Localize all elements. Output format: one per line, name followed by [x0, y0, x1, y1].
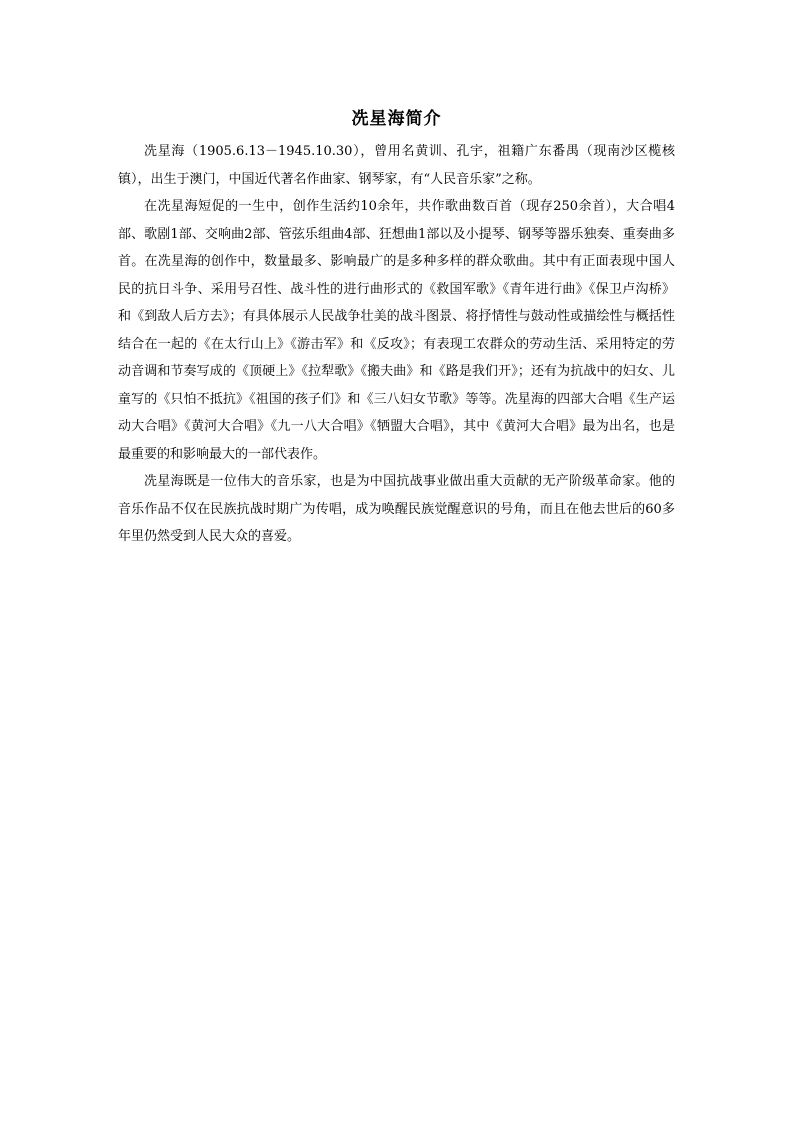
paragraph-works: 在冼星海短促的一生中，创作生活约10余年，共作歌曲数百首（现存250余首），大合唱4部、歌剧1部、交响曲2部、管弦乐组曲4部、狂想曲1部以及小提琴、钢琴等器乐独奏、重奏曲多首。在冼星海的创作中，数量最多、影响最广的是多种多样的群众歌曲。其中有正面表现中国人民的抗日斗争、采用号召性、战斗性的进行曲形式的《救国军歌》《青年进行曲》《保卫卢沟桥》和《到敌人后方去》；有具体展示人民战争壮美的战斗图景、将抒情性与鼓动性或描绘性与概括性结合在一起的《在太行山上》《游击军》和《反攻》；有表现工农群众的劳动生活、采用特定的劳动音调和节奏写成的《顶硬上》《拉犁歌》《搬夫曲》和《路是我们开》；还有为抗战中的妇女、儿童写的《只怕不抵抗》《祖国的孩子们》和《三八妇女节歌》等等。冼星海的四部大合唱《生产运动大合唱》《黄河大合唱》《九一八大合唱》《牺盟大合唱》，其中《黄河大合唱》最为出名，也是最重要的和影响最大的一部代表作。 — [118, 199, 675, 462]
document-body — [118, 106, 675, 551]
paragraph-intro: 冼星海（1905.6.13－1945.10.30），曾用名黄训、孔宇，祖籍广东番禺（现南沙区榄核镇），出生于澳门，中国近代著名作曲家、钢琴家，有“人民音乐家”之称。 — [118, 144, 675, 187]
paragraph-legacy: 冼星海既是一位伟大的音乐家，也是为中国抗战事业做出重大贡献的无产阶级革命家。他的音乐作品不仅在民族抗战时期广为传唱，成为唤醒民族觉醒意识的号角，而且在他去世后的60多年里仍然受到人民大众的喜爱。 — [118, 474, 675, 544]
document-title: 冼星海简介 — [351, 109, 442, 129]
